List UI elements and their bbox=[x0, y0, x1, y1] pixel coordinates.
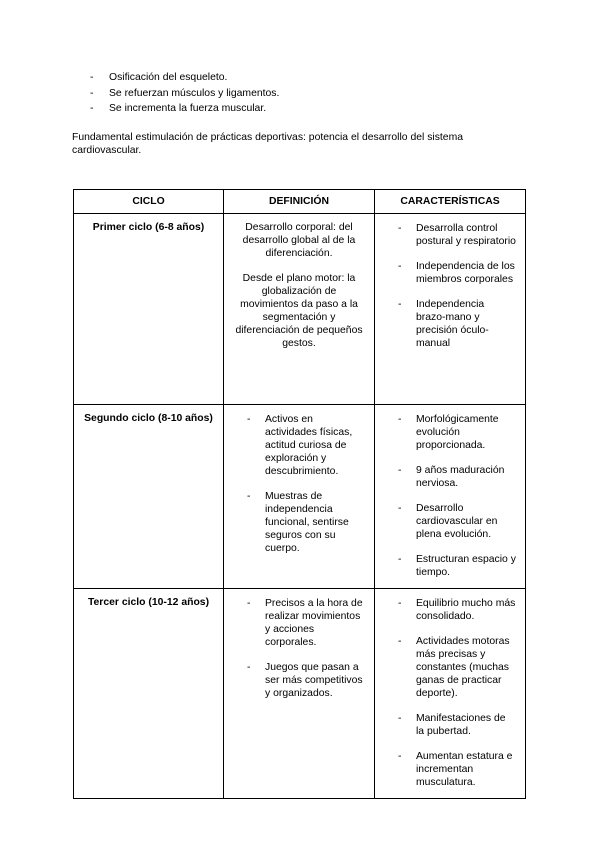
list-item: - Juegos que pasan a ser más competitivos y organizados. bbox=[225, 661, 365, 700]
table-header-row bbox=[74, 190, 526, 214]
definition-text: Desde el plano motor: la globalización de movimientos da paso a la segmentación y diferenciación de pequeños gestos. bbox=[235, 273, 363, 349]
header-definicion: DEFINICIÓN bbox=[224, 190, 375, 214]
list-item: - Desarrollo cardiovascular en plena evolución. bbox=[376, 502, 516, 541]
intro-list bbox=[90, 71, 279, 118]
characteristics-cell bbox=[375, 589, 526, 799]
cycle-name: Segundo ciclo (8-10 años) bbox=[74, 405, 224, 589]
definition-text: Desarrollo corporal: del desarrollo global al de la diferenciación. bbox=[242, 222, 356, 259]
list-item: - Desarrolla control postural y respiratorio bbox=[376, 222, 516, 248]
list-item: - Manifestaciones de la pubertad. bbox=[376, 712, 516, 738]
intro-list-item: - Se incrementa la fuerza muscular. bbox=[90, 102, 279, 118]
intro-list-item: - Se refuerzan músculos y ligamentos. bbox=[90, 87, 279, 103]
characteristics-cell bbox=[375, 214, 526, 405]
table-row bbox=[74, 405, 526, 589]
characteristics-list bbox=[376, 590, 524, 797]
list-item: - Actividades motoras más precisas y constantes (muchas ganas de practicar deporte). bbox=[376, 635, 516, 700]
definition-list bbox=[225, 406, 373, 563]
characteristics-cell bbox=[375, 405, 526, 589]
cycle-name: Tercer ciclo (10-12 años) bbox=[74, 589, 224, 799]
definition-cell bbox=[224, 405, 375, 589]
list-item: - Estructuran espacio y tiempo. bbox=[376, 553, 516, 579]
table-row bbox=[74, 214, 526, 405]
header-caracteristicas: CARACTERÍSTICAS bbox=[375, 190, 526, 214]
definition-cell bbox=[224, 214, 375, 405]
list-item: - Equilibrio mucho más consolidado. bbox=[376, 597, 516, 623]
list-item: - 9 años maduración nerviosa. bbox=[376, 464, 516, 490]
cycle-name: Primer ciclo (6-8 años) bbox=[74, 214, 224, 405]
list-item: - Independencia de los miembros corporales bbox=[376, 260, 516, 286]
list-item: - Precisos a la hora de realizar movimientos y acciones corporales. bbox=[225, 597, 365, 649]
characteristics-list bbox=[376, 215, 524, 358]
ciclos-table bbox=[73, 189, 526, 799]
list-item: - Activos en actividades físicas, actitud curiosa de exploración y descubrimiento. bbox=[225, 413, 365, 478]
list-item: - Morfológicamente evolución proporcionada. bbox=[376, 413, 516, 452]
characteristics-list bbox=[376, 406, 524, 587]
definition-cell bbox=[224, 589, 375, 799]
intro-list-item: - Osificación del esqueleto. bbox=[90, 71, 279, 87]
list-item: - Muestras de independencia funcional, sentirse seguros con su cuerpo. bbox=[225, 490, 365, 555]
header-ciclo: CICLO bbox=[74, 190, 224, 214]
list-item: - Aumentan estatura e incrementan musculatura. bbox=[376, 750, 516, 789]
list-item: - Independencia brazo-mano y precisión óculo-manual bbox=[376, 298, 516, 350]
definition-list bbox=[225, 590, 373, 708]
table-row bbox=[74, 589, 526, 799]
intro-paragraph: Fundamental estimulación de prácticas deportivas: potencia el desarrollo del sistema cardiovascular. bbox=[72, 132, 464, 156]
